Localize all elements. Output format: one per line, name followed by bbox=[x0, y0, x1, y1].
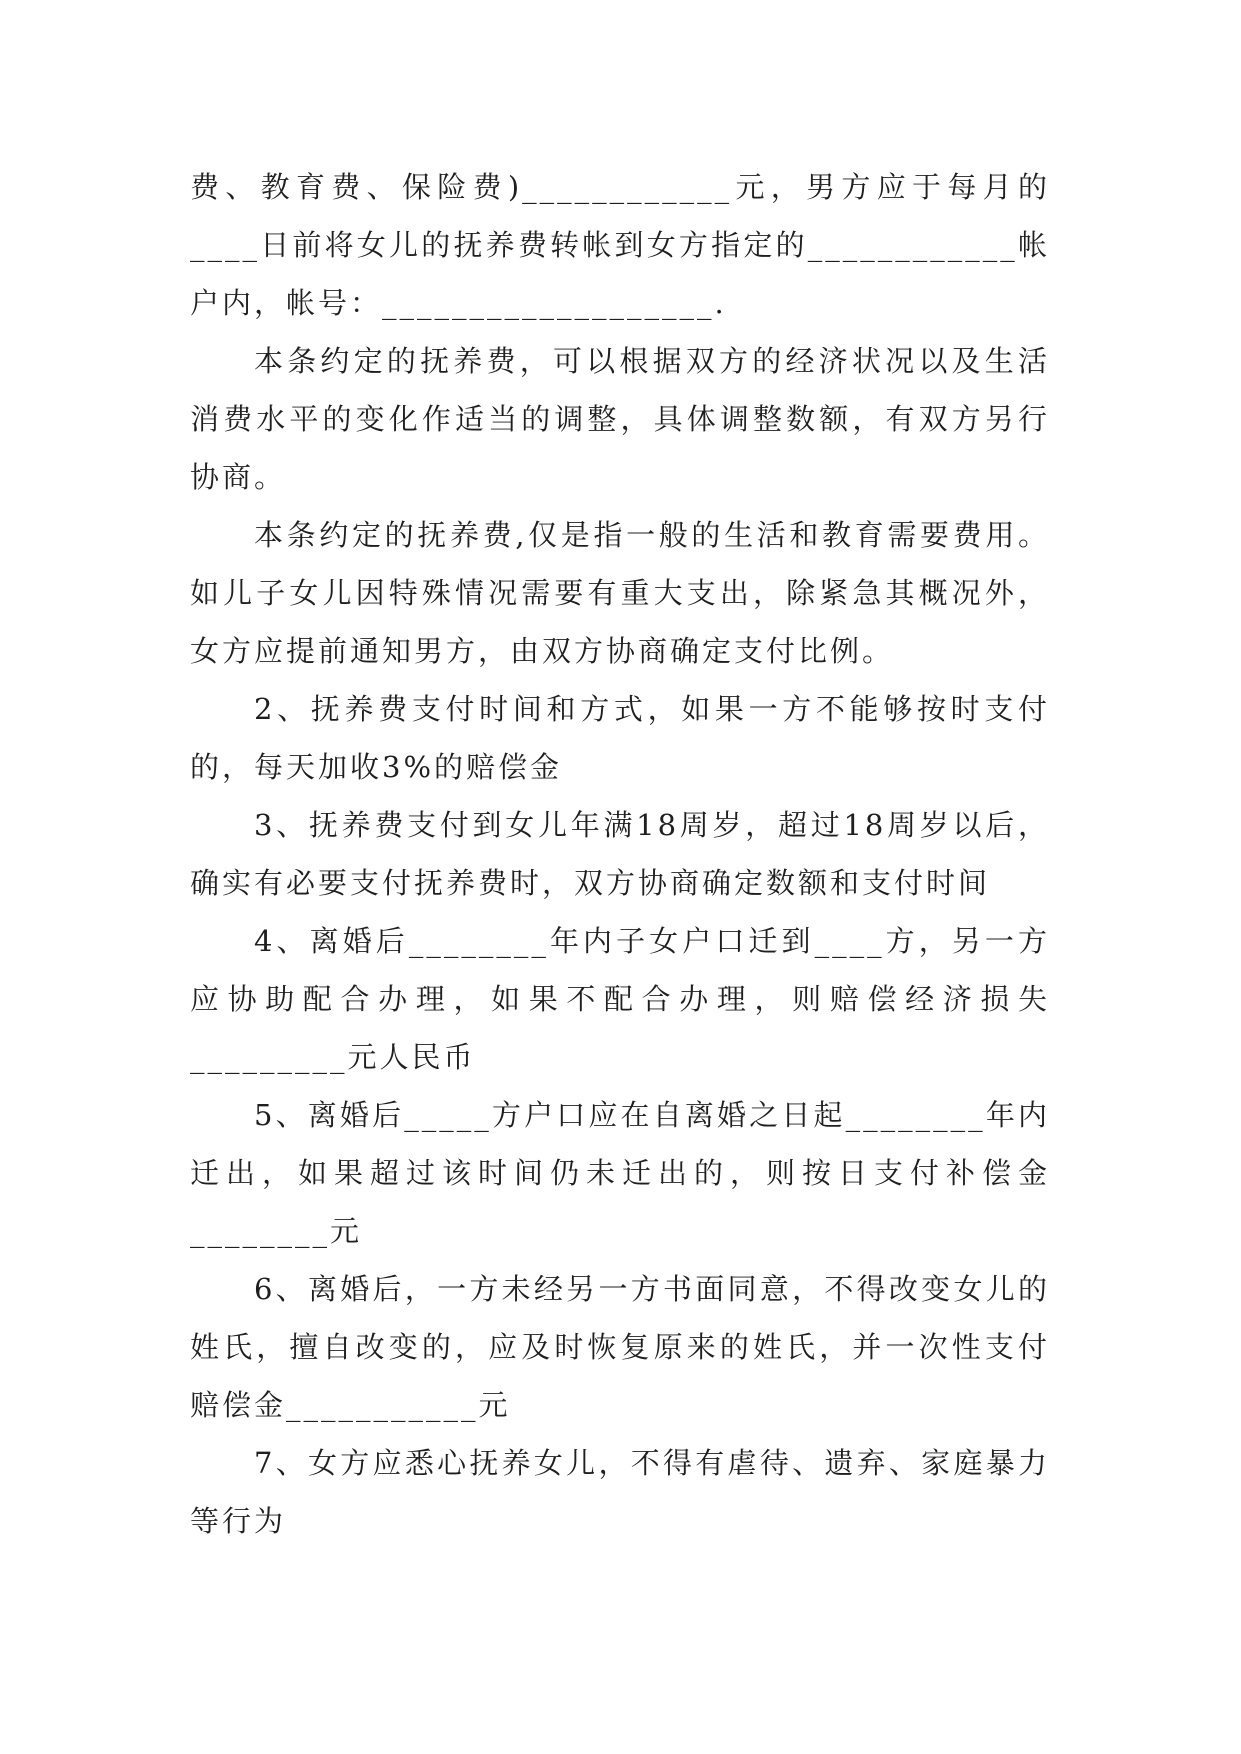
paragraph-scope: 本条约定的抚养费,仅是指一般的生活和教育需要费用。如儿子女儿因特殊情况需要有重大支出，除紧急其概况外，女方应提前通知男方，由双方协商确定支付比例。 bbox=[190, 518, 1050, 668]
clause-7: 7、女方应悉心抚养女儿，不得有虐待、遗弃、家庭暴力等行为 bbox=[190, 1446, 1050, 1538]
clause-4: 4、离婚后________年内子女户口迁到____方，另一方应协助配合办理，如果不配合办理，则赔偿经济损失_________元人民币 bbox=[190, 924, 1050, 1074]
paragraph-adjustment: 本条约定的抚养费，可以根据双方的经济状况以及生活消费水平的变化作适当的调整，具体调整数额，有双方另行协商。 bbox=[190, 344, 1050, 494]
clause-5: 5、离婚后_____方户口应在自离婚之日起________年内迁出，如果超过该时间仍未迁出的，则按日支付补偿金________元 bbox=[190, 1098, 1050, 1248]
clause-2: 2、抚养费支付时间和方式，如果一方不能够按时支付的，每天加收3%的赔偿金 bbox=[190, 692, 1050, 784]
document-body bbox=[190, 158, 1050, 1550]
paragraph-payment-terms: 费、教育费、保险费)____________元，男方应于每月的____日前将女儿的抚养费转帐到女方指定的____________帐户内，帐号：___________________. bbox=[190, 170, 1050, 320]
clause-6: 6、离婚后，一方未经另一方书面同意，不得改变女儿的姓氏，擅自改变的，应及时恢复原来的姓氏，并一次性支付赔偿金___________元 bbox=[190, 1272, 1050, 1422]
clause-3: 3、抚养费支付到女儿年满18周岁，超过18周岁以后，确实有必要支付抚养费时，双方协商确定数额和支付时间 bbox=[190, 808, 1050, 900]
